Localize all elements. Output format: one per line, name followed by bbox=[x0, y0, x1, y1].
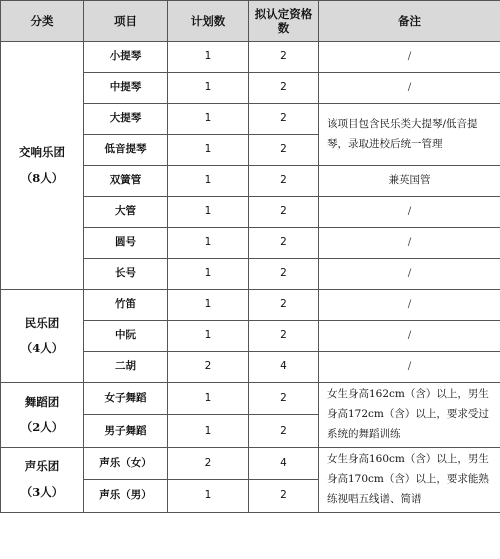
remarks-cell: / bbox=[319, 228, 500, 259]
header-plan: 计划数 bbox=[168, 1, 249, 42]
plan-cell: 2 bbox=[168, 447, 249, 479]
item-cell: 二胡 bbox=[84, 352, 168, 383]
remarks-cell: / bbox=[319, 42, 500, 73]
item-cell: 圆号 bbox=[84, 228, 168, 259]
qualification-cell: 2 bbox=[249, 415, 319, 447]
table-row bbox=[1, 290, 500, 321]
qualification-cell: 4 bbox=[249, 447, 319, 479]
group-count: （3人） bbox=[20, 484, 64, 499]
plan-cell: 1 bbox=[168, 73, 249, 104]
header-qualification: 拟认定资格数 bbox=[249, 1, 319, 42]
qualification-cell: 2 bbox=[249, 228, 319, 259]
plan-cell: 1 bbox=[168, 228, 249, 259]
remarks-cell: / bbox=[319, 73, 500, 104]
item-cell: 低音提琴 bbox=[84, 135, 168, 166]
table-row bbox=[1, 42, 500, 73]
group-name: 声乐团 bbox=[24, 459, 60, 474]
qualification-cell: 2 bbox=[249, 383, 319, 415]
qualification-cell: 4 bbox=[249, 352, 319, 383]
plan-cell: 1 bbox=[168, 415, 249, 447]
plan-cell: 1 bbox=[168, 321, 249, 352]
group-cell bbox=[1, 383, 84, 448]
group-count: （4人） bbox=[20, 341, 64, 355]
plan-cell: 1 bbox=[168, 383, 249, 415]
header-row bbox=[1, 1, 500, 42]
remarks-cell: 女生身高162cm（含）以上，男生身高172cm（含）以上，要求受过系统的舞蹈训练 bbox=[319, 383, 500, 448]
group-count: （2人） bbox=[20, 419, 64, 434]
group-name: 舞蹈团 bbox=[24, 394, 60, 409]
table-row bbox=[1, 447, 500, 479]
plan-cell: 1 bbox=[168, 166, 249, 197]
item-cell: 男子舞蹈 bbox=[84, 415, 168, 447]
remarks-cell: 兼英国管 bbox=[319, 166, 500, 197]
qualification-cell: 2 bbox=[249, 73, 319, 104]
group-name: 民乐团 bbox=[24, 315, 60, 330]
header-remarks: 备注 bbox=[319, 1, 500, 42]
remarks-cell: / bbox=[319, 259, 500, 290]
table-row bbox=[1, 383, 500, 415]
qualification-cell: 2 bbox=[249, 290, 319, 321]
remarks-cell: / bbox=[319, 352, 500, 383]
group-cell bbox=[1, 42, 84, 290]
qualification-cell: 2 bbox=[249, 259, 319, 290]
plan-cell: 1 bbox=[168, 480, 249, 512]
group-cell bbox=[1, 290, 84, 383]
qualification-cell: 2 bbox=[249, 166, 319, 197]
remarks-cell: 女生身高160cm（含）以上，男生身高170cm（含）以上，要求能熟练视唱五线谱、简谱 bbox=[319, 447, 500, 512]
item-cell: 双簧管 bbox=[84, 166, 168, 197]
plan-cell: 1 bbox=[168, 135, 249, 166]
qualification-cell: 2 bbox=[249, 42, 319, 73]
header-item: 项目 bbox=[84, 1, 168, 42]
qualification-cell: 2 bbox=[249, 321, 319, 352]
qualification-cell: 2 bbox=[249, 135, 319, 166]
item-cell: 中提琴 bbox=[84, 73, 168, 104]
item-cell: 大提琴 bbox=[84, 104, 168, 135]
plan-cell: 1 bbox=[168, 197, 249, 228]
item-cell: 女子舞蹈 bbox=[84, 383, 168, 415]
item-cell: 声乐（男） bbox=[84, 480, 168, 512]
remarks-cell: 该项目包含民乐类大提琴/低音提琴，录取进校后统一管理 bbox=[319, 104, 500, 166]
remarks-cell: / bbox=[319, 321, 500, 352]
remarks-cell: / bbox=[319, 290, 500, 321]
item-cell: 长号 bbox=[84, 259, 168, 290]
plan-cell: 2 bbox=[168, 352, 249, 383]
header-category: 分类 bbox=[1, 1, 84, 42]
group-count: （8人） bbox=[20, 170, 64, 185]
group-name: 交响乐团 bbox=[19, 145, 65, 160]
qualification-cell: 2 bbox=[249, 104, 319, 135]
item-cell: 竹笛 bbox=[84, 290, 168, 321]
qualification-cell: 2 bbox=[249, 480, 319, 512]
group-cell bbox=[1, 447, 84, 512]
item-cell: 中阮 bbox=[84, 321, 168, 352]
plan-cell: 1 bbox=[168, 259, 249, 290]
qualification-cell: 2 bbox=[249, 197, 319, 228]
item-cell: 声乐（女） bbox=[84, 447, 168, 479]
item-cell: 小提琴 bbox=[84, 42, 168, 73]
plan-cell: 1 bbox=[168, 104, 249, 135]
plan-cell: 1 bbox=[168, 42, 249, 73]
remarks-cell: / bbox=[319, 197, 500, 228]
item-cell: 大管 bbox=[84, 197, 168, 228]
plan-cell: 1 bbox=[168, 290, 249, 321]
